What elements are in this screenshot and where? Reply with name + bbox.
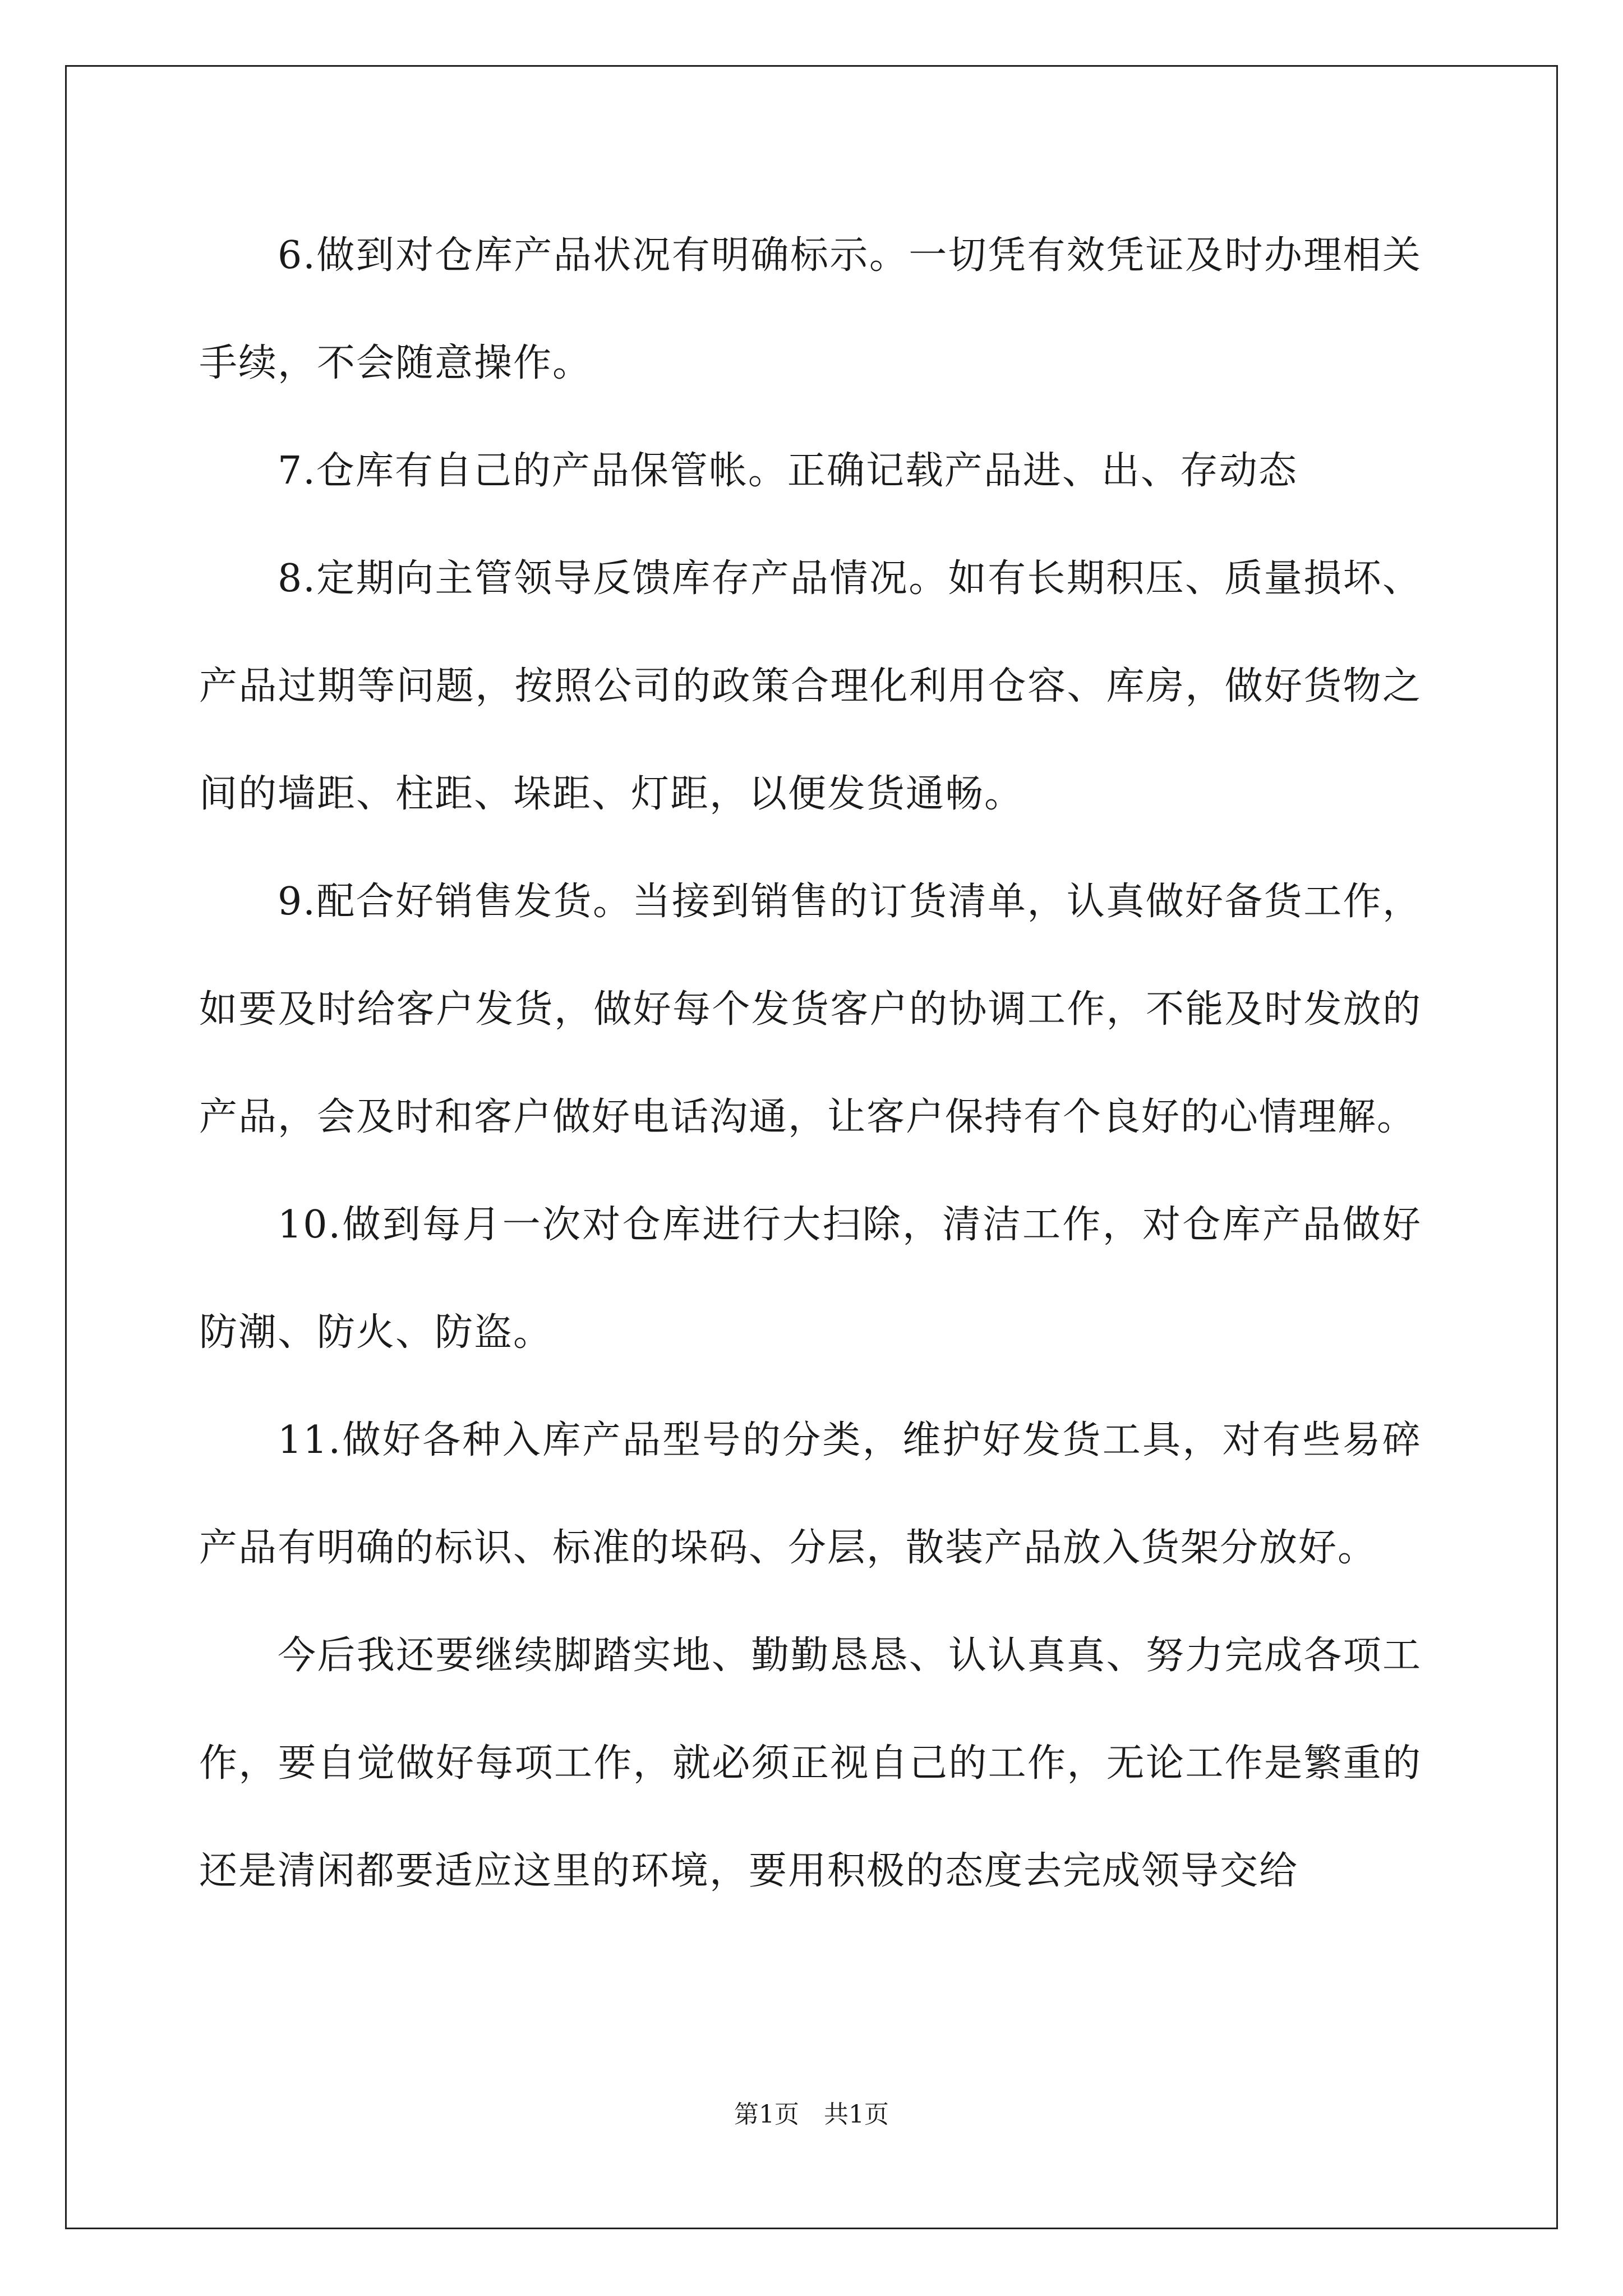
paragraph-item-9: 9.配合好销售发货。当接到销售的订货清单，认真做好备货工作，如要及时给客户发货，做好每个发货客户的协调工作，不能及时发放的产品，会及时和客户做好电话沟通，让客户保持有个良好的心情理解。 <box>199 880 1422 1139</box>
paragraph-item-8: 8.定期向主管领导反馈库存产品情况。如有长期积压、质量损坏、产品过期等问题，按照公司的政策合理化利用仓容、库房，做好货物之间的墙距、柱距、垛距、灯距，以便发货通畅。 <box>199 556 1422 816</box>
paragraph-item-7: 7.仓库有自己的产品保管帐。正确记载产品进、出、存动态 <box>278 449 1298 493</box>
paragraph-item-6: 6.做到对仓库产品状况有明确标示。一切凭有效凭证及时办理相关手续，不会随意操作。 <box>199 233 1422 385</box>
paragraph-closing: 今后我还要继续脚踏实地、勤勤恳恳、认认真真、努力完成各项工作，要自觉做好每项工作，就必须正视自己的工作，无论工作是繁重的还是清闲都要适应这里的环境，要用积极的态度去完成领导交给 <box>199 1634 1422 1893</box>
paragraph-item-11: 11.做好各种入库产品型号的分类，维护好发货工具，对有些易碎产品有明确的标识、标准的垛码、分层，散装产品放入货架分放好。 <box>199 1418 1422 1570</box>
page-footer: 第1页 共1页 <box>734 2100 889 2129</box>
document-body <box>199 202 1422 1925</box>
paragraph-item-10: 10.做到每月一次对仓库进行大扫除，清洁工作，对仓库产品做好防潮、防火、防盗。 <box>199 1203 1422 1355</box>
